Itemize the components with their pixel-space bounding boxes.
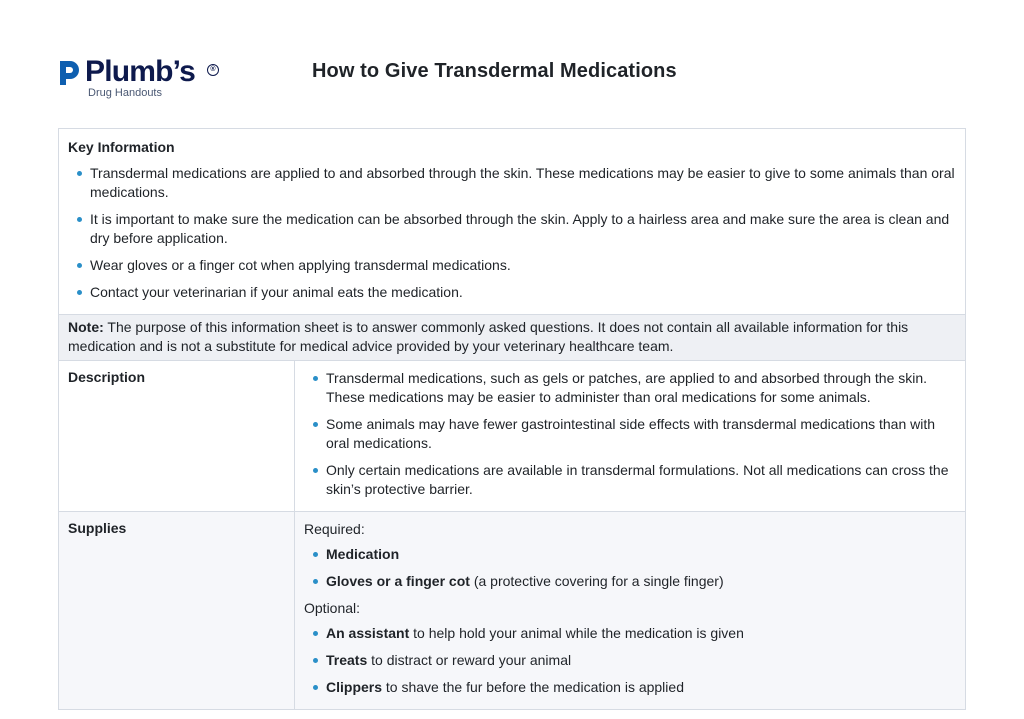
description-list bbox=[304, 369, 956, 499]
plumbs-logo bbox=[57, 56, 227, 104]
list-item: Some animals may have fewer gastrointestinal side effects with transdermal medications than with oral medications. bbox=[304, 415, 956, 453]
supplies-label: Supplies bbox=[59, 512, 295, 709]
list-item: Only certain medications are available in transdermal formulations. Not all medications can cross the skin’s protective barrier. bbox=[304, 461, 956, 499]
bullet-icon bbox=[77, 263, 82, 268]
optional-supplies-list bbox=[304, 624, 956, 697]
bullet-icon bbox=[313, 658, 318, 663]
list-item: An assistant to help hold your animal while the medication is given bbox=[304, 624, 956, 643]
bullet-icon bbox=[313, 631, 318, 636]
bullet-icon bbox=[313, 579, 318, 584]
list-item: Transdermal medications, such as gels or patches, are applied to and absorbed through the skin. These medications may be easier to administer than oral medications for some animals. bbox=[304, 369, 956, 407]
list-item: Medication bbox=[304, 545, 956, 564]
list-item: It is important to make sure the medication can be absorbed through the skin. Apply to a hairless area and make sure the area is clean and dry before application. bbox=[68, 210, 955, 248]
description-body bbox=[295, 361, 965, 511]
note-text: The purpose of this information sheet is to answer commonly asked questions. It does not contain all available information for this medication and is not a substitute for medical advice provided by your veterinary healthcare team. bbox=[68, 319, 909, 354]
registered-mark: ® bbox=[207, 64, 219, 76]
required-label: Required: bbox=[304, 521, 365, 537]
note-label: Note: bbox=[68, 319, 104, 335]
list-item: Clippers to shave the fur before the medication is applied bbox=[304, 678, 956, 697]
description-row bbox=[59, 361, 965, 512]
handout-content bbox=[58, 128, 966, 710]
bullet-icon bbox=[77, 290, 82, 295]
key-information-list bbox=[68, 164, 955, 302]
bullet-icon bbox=[313, 422, 318, 427]
list-item: Treats to distract or reward your animal bbox=[304, 651, 956, 670]
bullet-icon bbox=[77, 217, 82, 222]
list-item: Gloves or a finger cot (a protective covering for a single finger) bbox=[304, 572, 956, 591]
optional-label: Optional: bbox=[304, 600, 361, 616]
list-item: Contact your veterinarian if your animal eats the medication. bbox=[68, 283, 955, 302]
page-header bbox=[0, 0, 1024, 110]
description-label: Description bbox=[59, 361, 295, 511]
brand-name: Plumb’s bbox=[85, 55, 195, 88]
list-item: Wear gloves or a finger cot when applying transdermal medications. bbox=[68, 256, 955, 275]
bullet-icon bbox=[313, 376, 318, 381]
list-item: Transdermal medications are applied to and absorbed through the skin. These medications may be easier to give to some animals than oral medications. bbox=[68, 164, 955, 202]
bullet-icon bbox=[313, 468, 318, 473]
page-title: How to Give Transdermal Medications bbox=[312, 60, 677, 82]
brand-subtitle: Drug Handouts bbox=[88, 87, 162, 99]
bullet-icon bbox=[313, 552, 318, 557]
note-section bbox=[59, 315, 965, 361]
key-information-heading: Key Information bbox=[68, 139, 175, 155]
supplies-row bbox=[59, 512, 965, 709]
plumbs-p-logo-icon bbox=[57, 60, 81, 86]
bullet-icon bbox=[313, 685, 318, 690]
key-information-section bbox=[59, 129, 965, 315]
supplies-body bbox=[295, 512, 965, 709]
bullet-icon bbox=[77, 171, 82, 176]
required-supplies-list bbox=[304, 545, 956, 591]
